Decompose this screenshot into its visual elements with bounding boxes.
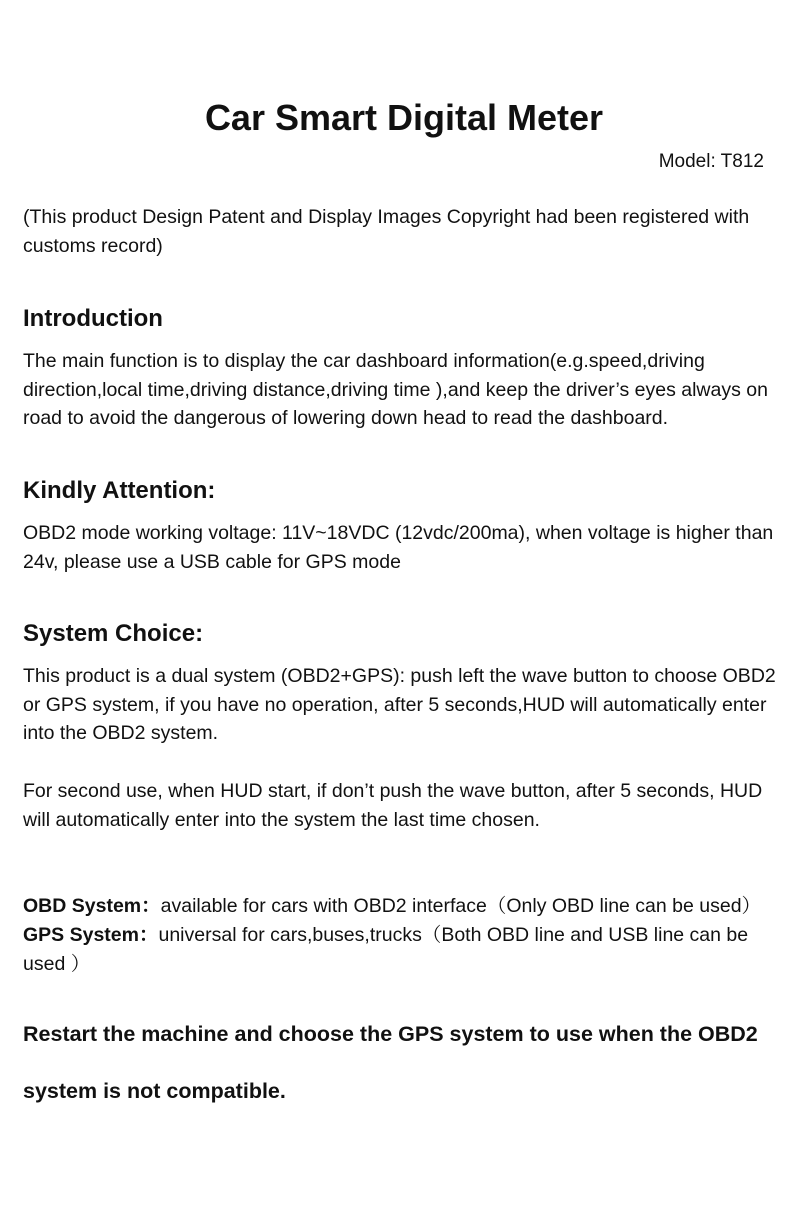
system-choice-paragraph-1: This product is a dual system (OBD2+GPS): push left the wave button to choose OBD2 or GPS system, if you have no operation, after 5 seconds,HUD will automatically enter into the OBD2 system. xyxy=(23,665,776,745)
attention-body: OBD2 mode working voltage: 11V~18VDC (12vdc/200ma), when voltage is higher than 24v, please use a USB cable for GPS mode xyxy=(23,522,774,573)
introduction-body: The main function is to display the car dashboard information(e.g.speed,driving direction,local time,driving distance,driving time ),and keep the driver’s eyes always on road to avoid the dangerous of lowering down head to read the dashboard. xyxy=(23,350,768,430)
system-choice-heading: System Choice: xyxy=(23,620,204,647)
compatibility-notice-line-2: system is not compatible. xyxy=(23,1079,286,1103)
gps-system-text: universal for cars,buses,trucks（Both OBD line and USB line can be used ） xyxy=(23,924,749,975)
obd-system-line xyxy=(23,892,785,921)
document-title: Car Smart Digital Meter xyxy=(204,97,604,138)
gps-system-label: GPS System： xyxy=(23,924,159,946)
introduction-heading: Introduction xyxy=(23,305,163,332)
compatibility-notice-line-1: Restart the machine and choose the GPS system to use when the OBD2 xyxy=(23,1022,758,1046)
model-number: Model: T812 xyxy=(658,151,764,172)
system-choice-paragraph-2: For second use, when HUD start, if don’t push the wave button, after 5 seconds, HUD will automatically enter into the system the last time chosen. xyxy=(23,780,763,831)
attention-heading: Kindly Attention: xyxy=(23,477,216,504)
obd-system-label: OBD System： xyxy=(23,895,161,917)
copyright-note: (This product Design Patent and Display Images Copyright had been registered with customs record) xyxy=(23,206,750,257)
obd-system-text: available for cars with OBD2 interface（Only OBD line can be used） xyxy=(160,895,762,917)
gps-system-line xyxy=(23,921,785,978)
